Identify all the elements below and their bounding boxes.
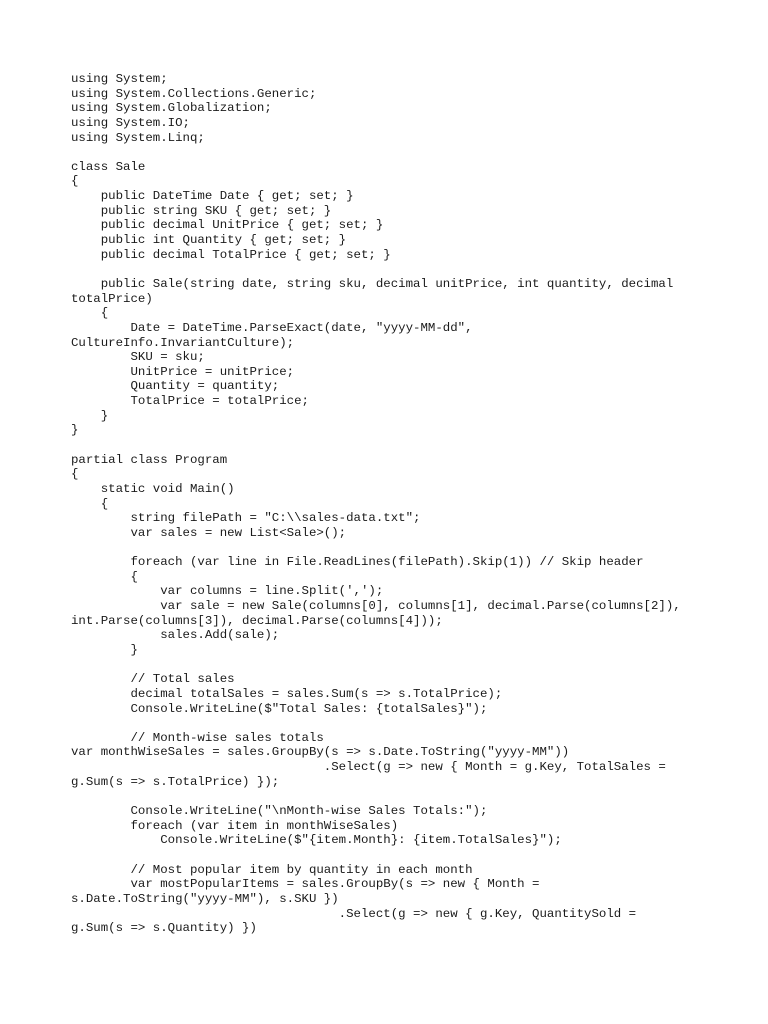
code-line: class Sale [71, 159, 146, 174]
code-line: sales.Add(sale); [71, 628, 280, 643]
code-line: public Sale(string date, string sku, decimal unitPrice, int quantity, decimal [71, 276, 674, 291]
code-line [71, 848, 711, 863]
code-line: g.Sum(s => s.Quantity) }) [71, 921, 257, 936]
code-line: var sales = new List<Sale>(); [71, 525, 347, 540]
code-line: UnitPrice = unitPrice; [71, 364, 295, 379]
code-line: var monthWiseSales = sales.GroupBy(s => s.Date.ToString("yyyy-MM")) [71, 745, 570, 760]
code-line: .Select(g => new { g.Key, QuantitySold = [71, 906, 637, 921]
code-line: using System.Globalization; [71, 101, 272, 116]
code-line: { [71, 496, 109, 511]
code-line: { [71, 569, 138, 584]
code-line: var mostPopularItems = sales.GroupBy(s => new { Month = [71, 877, 540, 892]
code-line: // Total sales [71, 672, 235, 687]
code-line: } [71, 423, 79, 438]
code-line: } [71, 408, 109, 423]
code-line: foreach (var item in monthWiseSales) [71, 818, 399, 833]
code-line: using System; [71, 72, 168, 86]
code-line: Console.WriteLine("\nMonth-wise Sales Totals:"); [71, 804, 488, 819]
code-line: s.Date.ToString("yyyy-MM"), s.SKU }) [71, 891, 339, 906]
code-line: static void Main() [71, 481, 235, 496]
code-line: CultureInfo.InvariantCulture); [71, 335, 295, 350]
code-line: .Select(g => new { Month = g.Key, TotalSales = [71, 760, 666, 775]
code-line: public DateTime Date { get; set; } [71, 189, 354, 204]
code-listing [71, 72, 711, 936]
code-line: SKU = sku; [71, 350, 205, 365]
code-line [71, 145, 711, 160]
code-line: { [71, 306, 109, 321]
code-line: { [71, 174, 79, 189]
code-line: foreach (var line in File.ReadLines(filePath).Skip(1)) // Skip header [71, 555, 644, 570]
code-line: } [71, 642, 138, 657]
code-line [71, 438, 711, 453]
code-line: public decimal UnitPrice { get; set; } [71, 218, 384, 233]
code-line: var columns = line.Split(','); [71, 584, 384, 599]
code-line [71, 262, 711, 277]
code-line: g.Sum(s => s.TotalPrice) }); [71, 774, 280, 789]
code-line: // Month-wise sales totals [71, 730, 324, 745]
code-line: public string SKU { get; set; } [71, 203, 332, 218]
code-line: Quantity = quantity; [71, 379, 280, 394]
code-line [71, 716, 711, 731]
code-line: var sale = new Sale(columns[0], columns[1], decimal.Parse(columns[2]), [71, 599, 681, 614]
code-line: using System.IO; [71, 115, 190, 130]
code-line: TotalPrice = totalPrice; [71, 394, 309, 409]
code-line: int.Parse(columns[3]), decimal.Parse(columns[4])); [71, 613, 443, 628]
code-line: string filePath = "C:\\sales-data.txt"; [71, 511, 421, 526]
code-line: decimal totalSales = sales.Sum(s => s.TotalPrice); [71, 686, 503, 701]
code-line: Console.WriteLine($"Total Sales: {totalSales}"); [71, 701, 488, 716]
code-line: { [71, 467, 79, 482]
code-line: // Most popular item by quantity in each month [71, 862, 473, 877]
code-line: totalPrice) [71, 291, 153, 306]
code-line: using System.Collections.Generic; [71, 86, 317, 101]
code-line: public decimal TotalPrice { get; set; } [71, 247, 391, 262]
code-line: Date = DateTime.ParseExact(date, "yyyy-MM-dd", [71, 320, 473, 335]
code-line: public int Quantity { get; set; } [71, 233, 347, 248]
code-line [71, 541, 711, 556]
code-line: partial class Program [71, 452, 228, 467]
code-line: using System.Linq; [71, 130, 205, 145]
code-line [71, 789, 711, 804]
code-line [71, 658, 711, 673]
code-line: Console.WriteLine($"{item.Month}: {item.TotalSales}"); [71, 833, 562, 848]
